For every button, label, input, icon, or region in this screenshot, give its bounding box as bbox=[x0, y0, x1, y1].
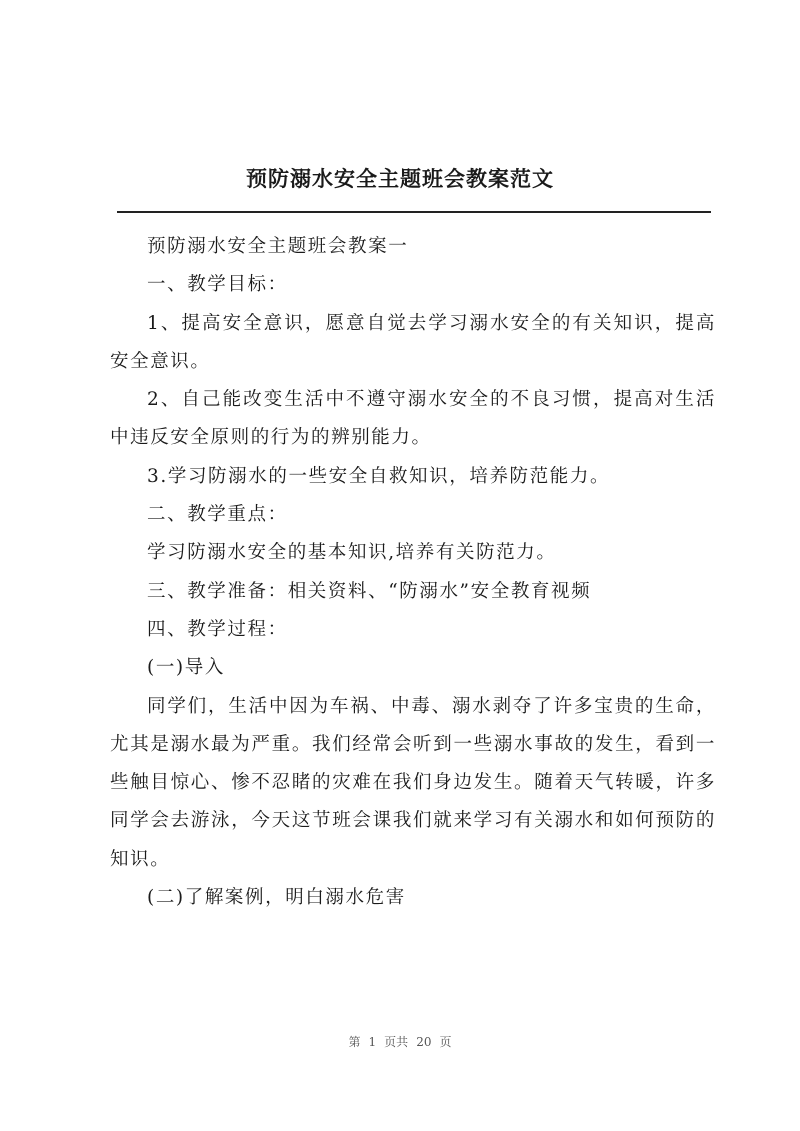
paragraph-goal-2: 2、自己能改变生活中不遵守溺水安全的不良习惯，提高对生活中违反安全原则的行为的辨别能力。 bbox=[110, 389, 716, 449]
footer-total-pages: 20 bbox=[416, 1035, 432, 1049]
paragraph-section-focus: 二、教学重点： bbox=[147, 504, 288, 526]
footer-page-number: 1 bbox=[368, 1035, 377, 1049]
footer-mid: 页共 bbox=[384, 1035, 409, 1049]
document-title: 预防溺水安全主题班会教案范文 bbox=[246, 166, 554, 191]
paragraph-intro-heading: (一)导入 bbox=[147, 657, 225, 679]
paragraph-case-heading: (二)了解案例，明白溺水危害 bbox=[147, 887, 406, 909]
paragraph-section-prep: 三、教学准备：相关资料、“防溺水”安全教育视频 bbox=[147, 580, 592, 602]
title-divider bbox=[117, 211, 711, 213]
paragraph-intro-text: 同学们，生活中因为车祸、中毒、溺水剥夺了许多宝贵的生命，尤其是溺水最为严重。我们经常会听到一些溺水事故的发生，看到一些触目惊心、惨不忍睹的灾难在我们身边发生。随着天气转暖，许多同学会去游泳，今天这节班会课我们就来学习有关溺水和如何预防的知识。 bbox=[110, 695, 716, 870]
paragraph-section-goals: 一、教学目标： bbox=[147, 274, 288, 296]
document-body bbox=[110, 228, 716, 917]
paragraph-heading: 预防溺水安全主题班会教案一 bbox=[147, 236, 409, 257]
footer-prefix: 第 bbox=[348, 1035, 361, 1049]
footer-suffix: 页 bbox=[439, 1035, 452, 1049]
page-footer bbox=[0, 1033, 800, 1050]
paragraph-goal-3: 3.学习防溺水的一些安全自救知识，培养防范能力。 bbox=[147, 465, 611, 487]
paragraph-focus-text: 学习防溺水安全的基本知识,培养有关防范力。 bbox=[147, 542, 557, 564]
paragraph-section-process: 四、教学过程： bbox=[147, 618, 288, 640]
paragraph-goal-1: 1、提高安全意识，愿意自觉去学习溺水安全的有关知识，提高安全意识。 bbox=[110, 312, 716, 372]
